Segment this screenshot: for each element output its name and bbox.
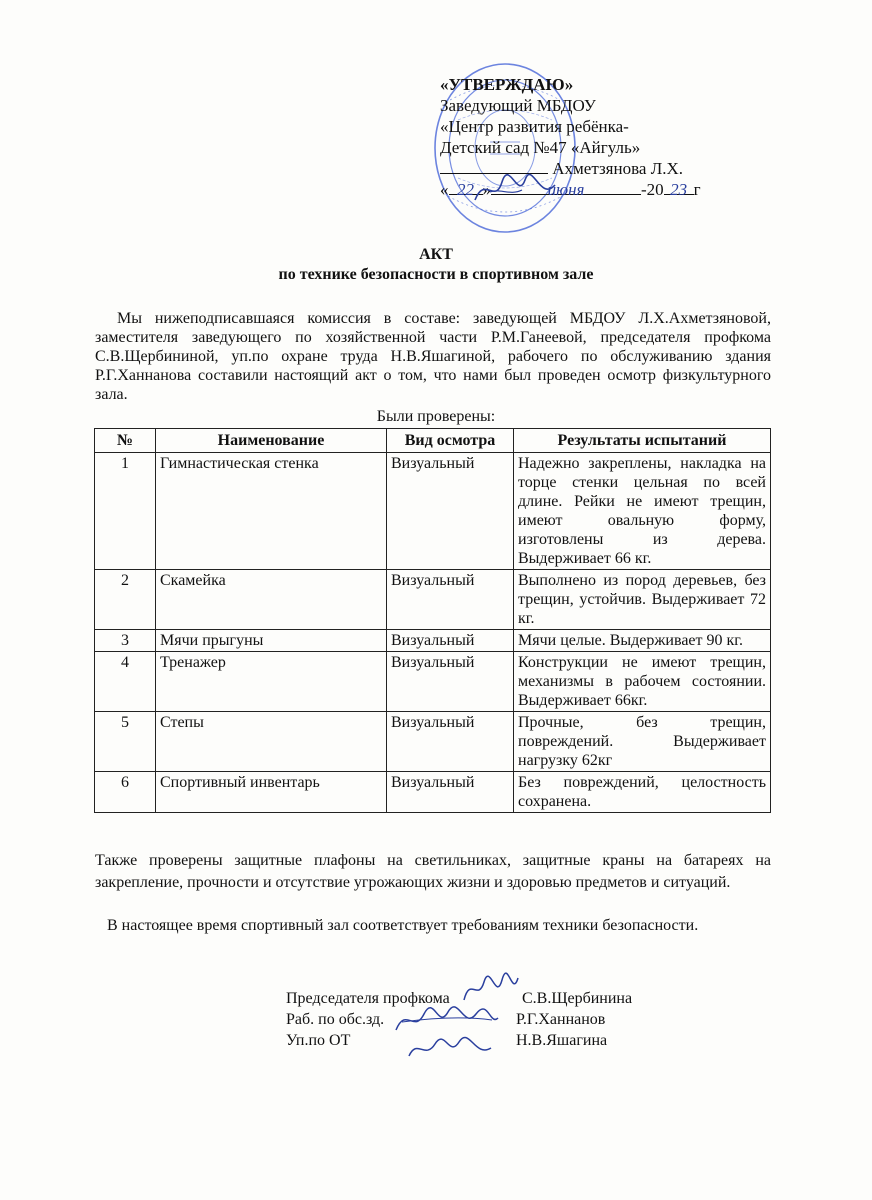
- approval-position-3: Детский сад №47 «Айгуль»: [440, 138, 641, 157]
- date-suffix: г: [693, 180, 701, 199]
- row-kind: Визуальный: [387, 453, 514, 570]
- approval-position-2: «Центр развития ребёнка-: [440, 117, 629, 136]
- row-kind: Визуальный: [387, 630, 514, 652]
- conclusion-paragraph-2: В настоящее время спортивный зал соответствует требованиям техники безопасности.: [107, 917, 699, 934]
- row-result: Надежно закреплены, накладка на торце стенки цельная по всей длине. Рейки не имеют трещин, имеют овальную форму, изготовлены из дерева. Выдерживает 66 кг.: [514, 453, 771, 570]
- intro-paragraph: Мы нижеподписавшаяся комиссия в составе: заведующей МБДОУ Л.Х.Ахметзяновой, заместителя заведующего по хозяйственной части Р.М.Ганеевой, председателя профкома С.В.Щербининой, уп.по охране труда Н.В.Яшагиной, рабочего по обслуживанию здания Р.Г.Ханнанова составили настоящий акт о том, что нами был проведен осмотр физкультурного зала.: [95, 310, 771, 403]
- table-header-row: [95, 429, 771, 453]
- row-number: 2: [95, 570, 156, 630]
- row-name: Скамейка: [156, 570, 387, 630]
- row-name: Тренажер: [156, 652, 387, 712]
- row-number: 6: [95, 772, 156, 813]
- header-kind: Вид осмотра: [387, 429, 514, 453]
- inspection-table: [94, 428, 771, 813]
- row-kind: Визуальный: [387, 652, 514, 712]
- signature-role: Уп.по ОТ: [286, 1032, 351, 1049]
- approval-heading: «УТВЕРЖДАЮ»: [440, 75, 574, 94]
- row-name: Степы: [156, 712, 387, 772]
- header-name: Наименование: [156, 429, 387, 453]
- row-result: Мячи целые. Выдерживает 90 кг.: [514, 630, 771, 652]
- row-name: Спортивный инвентарь: [156, 772, 387, 813]
- date-close-quote: »: [482, 180, 491, 199]
- row-kind: Визуальный: [387, 570, 514, 630]
- row-kind: Визуальный: [387, 772, 514, 813]
- date-month: июня: [491, 179, 641, 195]
- date-year: 23: [664, 179, 694, 195]
- signature-name: С.В.Щербинина: [522, 990, 633, 1007]
- signature-name: Н.В.Яшагина: [516, 1032, 608, 1049]
- row-name: Гимнастическая стенка: [156, 453, 387, 570]
- row-result: Прочные, без трещин, повреждений. Выдерживает нагрузку 62кг: [514, 712, 771, 772]
- approval-name: Ахметзянова Л.Х.: [552, 159, 684, 178]
- row-number: 5: [95, 712, 156, 772]
- row-kind: Визуальный: [387, 712, 514, 772]
- checked-label: Были проверены:: [376, 408, 496, 425]
- row-number: 3: [95, 630, 156, 652]
- approval-position-1: Заведующий МБДОУ: [440, 96, 596, 115]
- row-result: Выполнено из пород деревьев, без трещин, устойчив. Выдерживает 72 кг.: [514, 570, 771, 630]
- table-row: [95, 712, 771, 772]
- table-row: [95, 652, 771, 712]
- document-subtitle: по технике безопасности в спортивном зале: [278, 266, 594, 283]
- table-row: [95, 630, 771, 652]
- row-result: Без повреждений, целостность сохранена.: [514, 772, 771, 813]
- ot-signature-scribble: [405, 1032, 495, 1064]
- row-number: 4: [95, 652, 156, 712]
- row-name: Мячи прыгуны: [156, 630, 387, 652]
- signature-role: Раб. по обс.зд.: [286, 1011, 385, 1028]
- table-row: [95, 453, 771, 570]
- table-row: [95, 772, 771, 813]
- document-title: АКТ: [419, 246, 453, 263]
- row-number: 1: [95, 453, 156, 570]
- table-row: [95, 570, 771, 630]
- signature-role: Председателя профкома: [286, 990, 450, 1007]
- conclusion-paragraph-1: Также проверены защитные плафоны на светильниках, защитные краны на батареях на закрепление, прочности и отсутствие угрожающих жизни и здоровью предметов и ситуаций.: [95, 852, 771, 891]
- date-day: 22: [449, 179, 483, 195]
- header-number: №: [95, 429, 156, 453]
- date-year-prefix: -20: [641, 180, 664, 199]
- header-result: Результаты испытаний: [514, 429, 771, 453]
- date-open-quote: «: [440, 180, 449, 199]
- row-result: Конструкции не имеют трещин, механизмы в рабочем состоянии. Выдерживает 66кг.: [514, 652, 771, 712]
- signature-name: Р.Г.Ханнанов: [516, 1011, 606, 1028]
- head-signature-scribble: [470, 170, 560, 210]
